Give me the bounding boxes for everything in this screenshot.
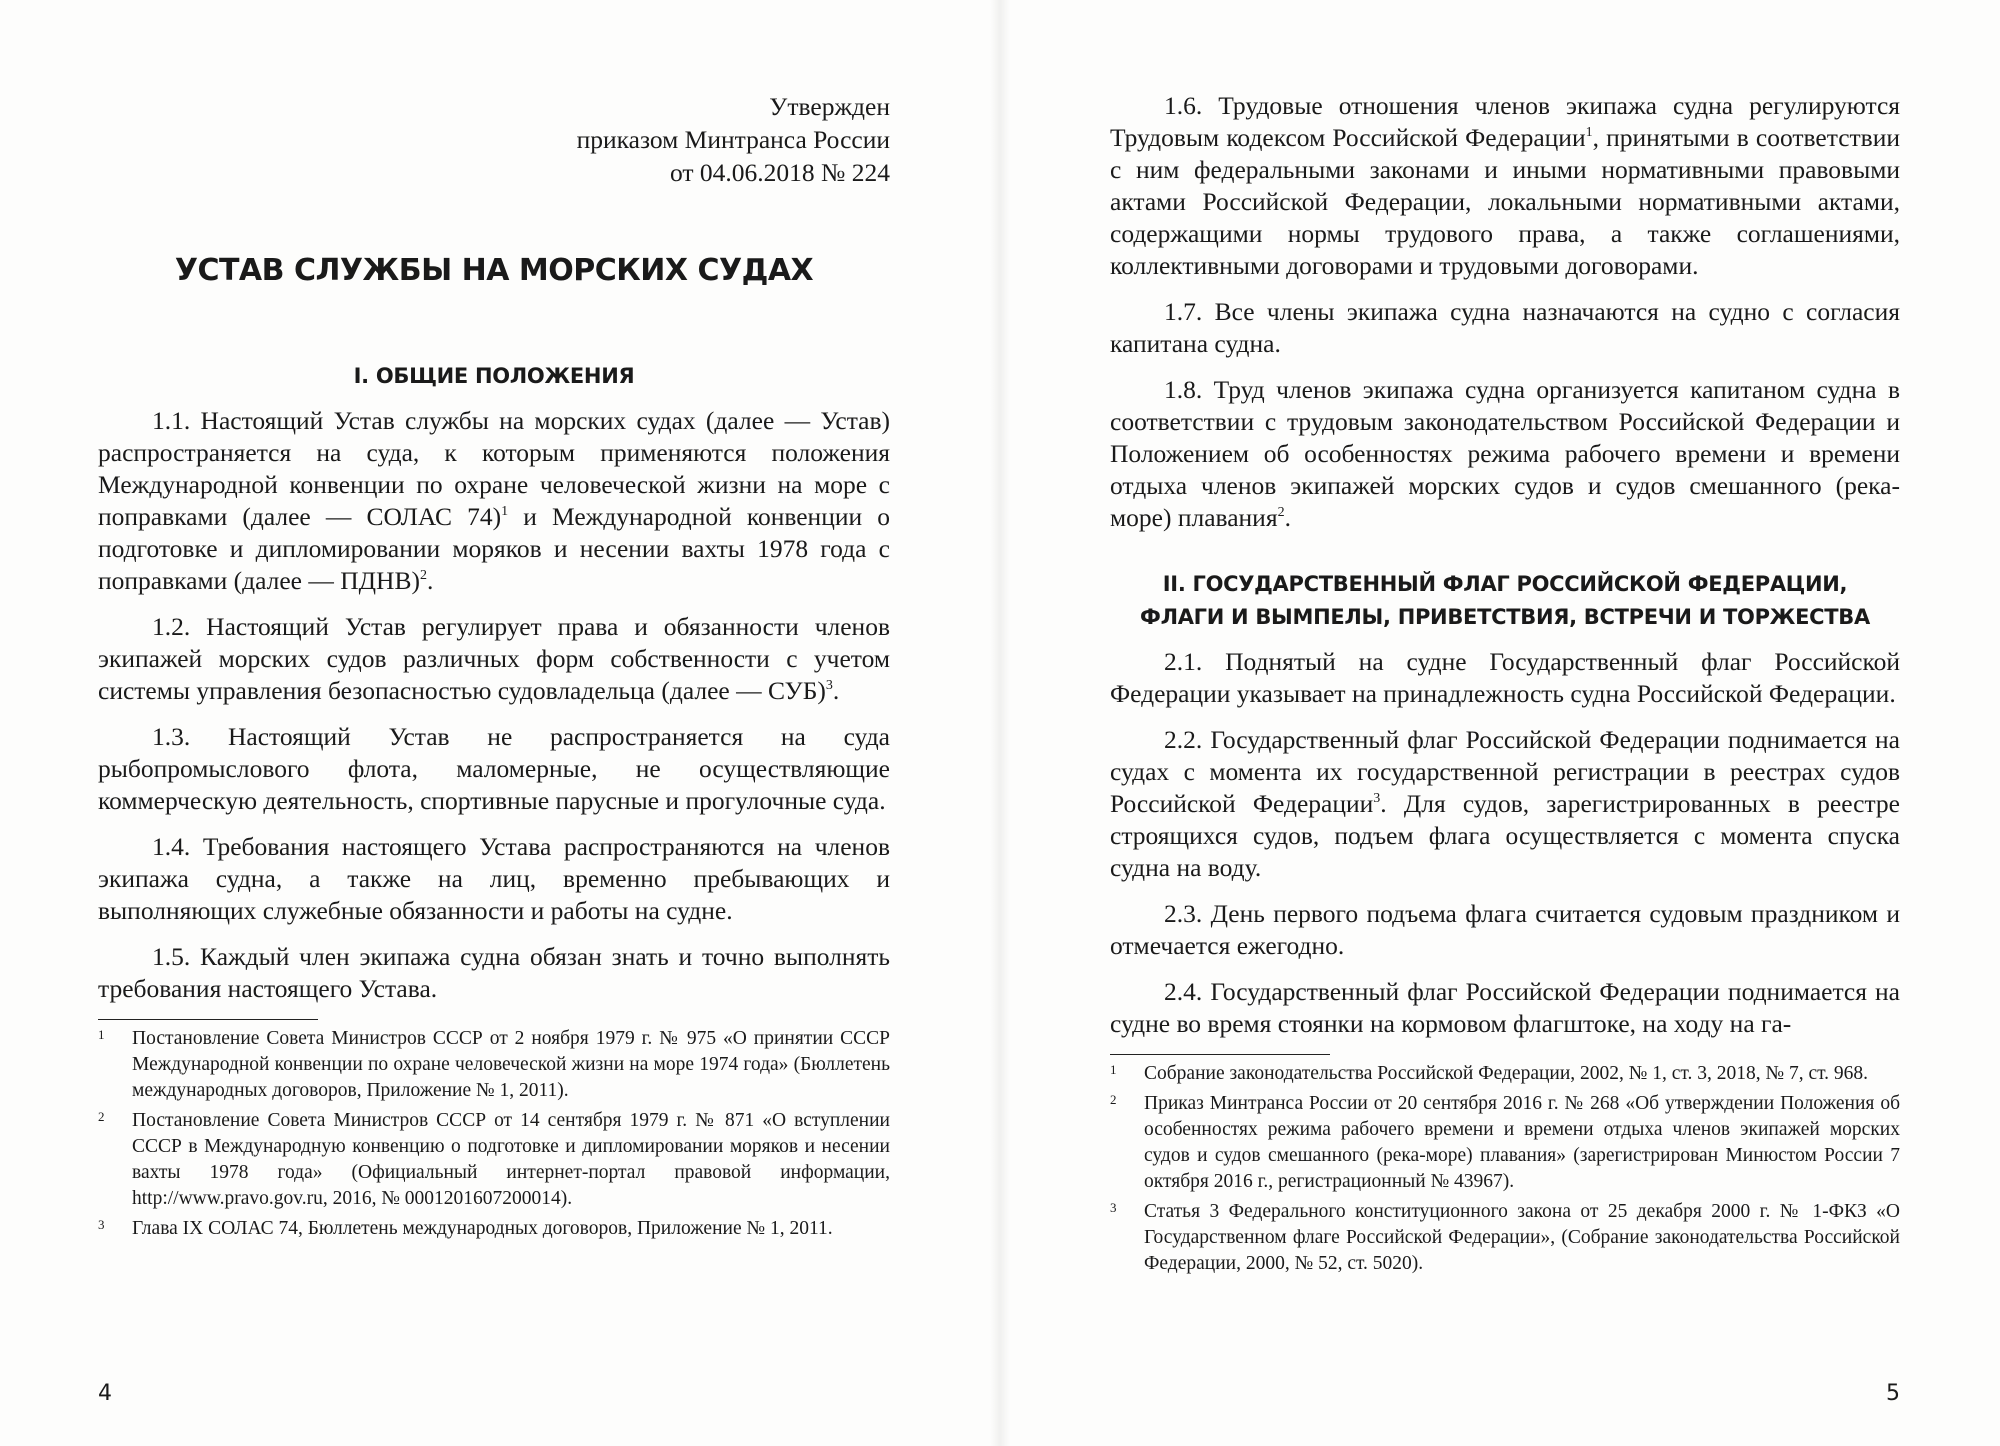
footnote-item (1110, 1061, 1900, 1087)
paragraph-1-1 (98, 405, 890, 597)
paragraph-2-1: 2.1. Поднятый на судне Государственный флаг Российской Федерации указывает на принадлежность судна Российской Федерации. (1110, 647, 1900, 708)
right-page (1000, 0, 2000, 1446)
paragraph-1-2 (98, 611, 890, 707)
paragraph-1-8-text-a: 1.8. Труд членов экипажа судна организуется капитаном судна в соответствии с трудовым законодательством Российской Федерации и Положением об особенностях режима рабочего времени и времени отдыха членов экипажей морских судов и судов смешанного (река-море) плавания (1110, 375, 1900, 532)
approval-line-3: от 04.06.2018 № 224 (669, 158, 890, 187)
footnote-text: Глава IX СОЛАС 74, Бюллетень международных договоров, Приложение № 1, 2011. (132, 1218, 833, 1239)
footnote-item (98, 1026, 890, 1104)
footnote-text: Постановление Совета Министров СССР от 2 ноября 1979 г. № 975 «О принятии СССР Международной конвенции по охране человеческой жизни на море 1974 года» (Бюллетень международных договоров, Приложение № 1, 2011). (132, 1028, 890, 1101)
right-footnotes (1110, 1061, 1900, 1277)
paragraph-2-2-text-a: 2.2. Государственный флаг Российской Федерации поднимается на судах с момента их государственной регистрации в реестрах судов Российской Федерации (1110, 725, 1900, 818)
document-title: УСТАВ СЛУЖБЫ НА МОРСКИХ СУДАХ (174, 253, 814, 288)
left-footnotes (98, 1026, 890, 1242)
paragraph-1-1-text-a: 1.1. Настоящий Устав службы на морских судах (далее — Устав) распространяется на суда, к которым применяются положения Международной конвенции по охране человеческой жизни на море с поправками (далее — СОЛАС 74) (98, 406, 890, 531)
section-1-title: I. ОБЩИЕ ПОЛОЖЕНИЯ (353, 364, 635, 388)
page-number-left: 4 (98, 1381, 112, 1406)
paragraph-1-2-text-b: . (832, 676, 840, 705)
paragraph-1-1-text-b: и Международной конвенции о подготовке и дипломировании моряков и несении вахты 1978 года с поправками (далее — ПДНВ) (98, 502, 890, 595)
footnote-number: 2 (98, 1109, 105, 1124)
approval-block (98, 90, 890, 189)
section-2-title (1110, 568, 1900, 634)
paragraph-1-8 (1110, 374, 1900, 534)
paragraph-2-2 (1110, 724, 1900, 884)
footnote-ref-2: 2 (1277, 504, 1285, 520)
paragraph-2-4: 2.4. Государственный флаг Российской Федерации поднимается на судне во время стоянки на кормовом флагштоке, на ходу на га- (1110, 977, 1900, 1038)
footnote-number: 1 (1110, 1062, 1117, 1077)
footnote-item (1110, 1091, 1900, 1195)
footnote-text: Статья 3 Федерального конституционного закона от 25 декабря 2000 г. № 1-ФКЗ «О Государственном флаге Российской Федерации», (Собрание законодательства Российской Федерации, 2000, № 52, ст. 5020). (1144, 1201, 1900, 1274)
footnote-ref-2: 2 (419, 567, 427, 583)
footnote-item (1110, 1199, 1900, 1277)
paragraph-1-6-text-b: , принятыми в соответствии с ним федеральными законами и иными нормативными правовыми актами Российской Федерации, локальными нормативными актами, содержащими нормы трудового права, а также соглашениями, коллективными договорами и трудовыми договорами. (1110, 123, 1900, 280)
footnote-number: 2 (1110, 1092, 1117, 1107)
footnote-text: Постановление Совета Министров СССР от 14 сентября 1979 г. № 871 «О вступлении СССР в Международную конвенцию о подготовке и дипломировании моряков и несении вахты 1978 года» (Официальный интернет-портал правовой информации, http://www.pravo.gov.ru, 2016, № 0001201607200014). (132, 1110, 890, 1209)
paragraph-1-6-text-a: 1.6. Трудовые отношения членов экипажа судна регулируются Трудовым кодексом Российской Федерации (1110, 91, 1900, 152)
footnote-text: Приказ Минтранса России от 20 сентября 2016 г. № 268 «Об утверждении Положения об особенностях режима рабочего времени и времени отдыха членов экипажей морских судов и судов смешанного (река-море) плавания» (зарегистрирован Минюстом России 7 октября 2016 г., регистрационный № 43967). (1144, 1093, 1900, 1192)
section-2-title-line-1: II. ГОСУДАРСТВЕННЫЙ ФЛАГ РОССИЙСКОЙ ФЕДЕРАЦИИ, (1162, 572, 1848, 596)
approval-line-2: приказом Минтранса России (576, 125, 890, 154)
footnote-ref-3: 3 (1373, 790, 1381, 806)
paragraph-1-1-text-c: . (426, 566, 434, 595)
footnote-ref-1: 1 (1585, 124, 1593, 140)
footnote-divider (98, 1019, 318, 1020)
paragraph-1-8-text-b: . (1284, 503, 1291, 532)
paragraph-1-4: 1.4. Требования настоящего Устава распространяются на членов экипажа судна, а также на лиц, временно пребывающих и выполняющих служебные обязанности и работы на судне. (98, 832, 890, 925)
paragraph-1-5: 1.5. Каждый член экипажа судна обязан знать и точно выполнять требования настоящего Устава. (98, 942, 890, 1003)
approval-line-1: Утвержден (769, 92, 890, 121)
footnote-text: Собрание законодательства Российской Федерации, 2002, № 1, ст. 3, 2018, № 7, ст. 968. (1144, 1063, 1869, 1084)
paragraph-2-3: 2.3. День первого подъема флага считается судовым праздником и отмечается ежегодно. (1110, 899, 1900, 960)
footnote-number: 1 (98, 1027, 105, 1042)
footnote-divider (1110, 1054, 1330, 1055)
footnote-item (98, 1108, 890, 1212)
section-2-title-line-2: ФЛАГИ И ВЫМПЕЛЫ, ПРИВЕТСТВИЯ, ВСТРЕЧИ И ТОРЖЕСТВА (1140, 605, 1870, 629)
footnote-number: 3 (1110, 1200, 1117, 1215)
footnote-ref-1: 1 (501, 503, 509, 519)
paragraph-1-7: 1.7. Все члены экипажа судна назначаются на судно с согласия капитана судна. (1110, 297, 1900, 358)
paragraph-1-6 (1110, 90, 1900, 282)
paragraph-2-2-text-b: . Для судов, зарегистрированных в реестре строящихся судов, подъем флага осуществляется с момента спуска судна на воду. (1110, 789, 1900, 882)
page-number-right: 5 (1886, 1381, 1900, 1406)
paragraph-1-3: 1.3. Настоящий Устав не распространяется на суда рыбопромыслового флота, маломерные, не осуществляющие коммерческую деятельность, спортивные парусные и прогулочные суда. (98, 722, 890, 815)
footnote-number: 3 (98, 1217, 105, 1232)
footnote-ref-3: 3 (825, 677, 833, 693)
paragraph-1-2-text-a: 1.2. Настоящий Устав регулирует права и обязанности членов экипажей морских судов различных форм собственности с учетом системы управления безопасностью судовладельца (далее — СУБ) (98, 612, 890, 705)
footnote-item (98, 1216, 890, 1242)
